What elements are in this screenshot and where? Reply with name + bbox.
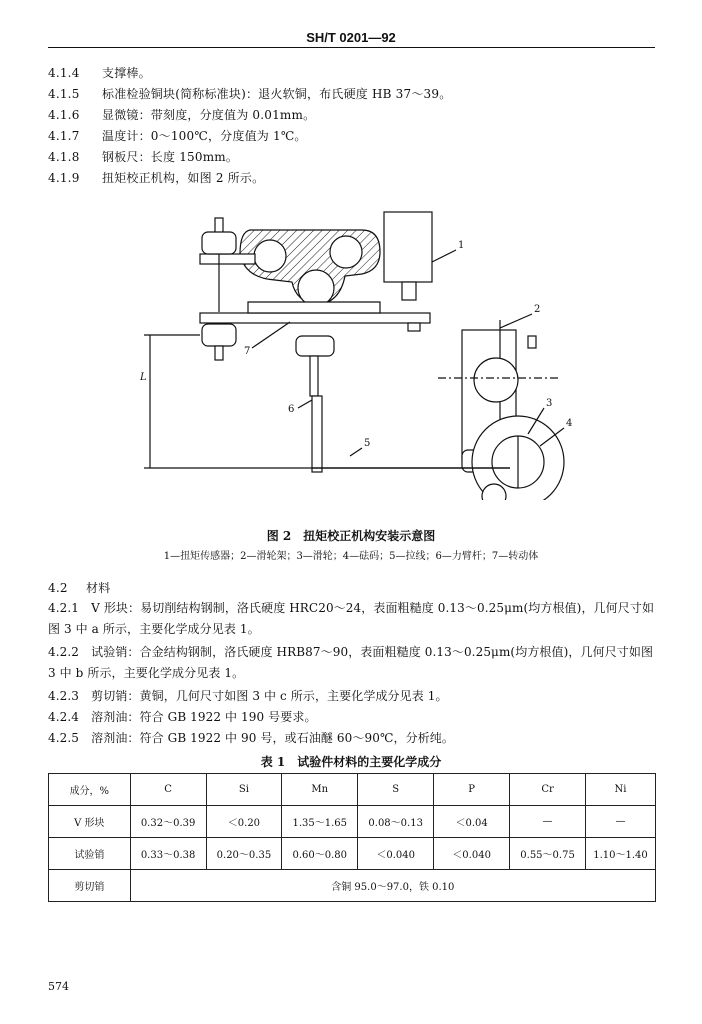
table-cell: 0.55～0.75 bbox=[510, 838, 586, 870]
para-4-2-3: 4.2.3 剪切销：黄铜，几何尺寸如图 3 中 c 所示，主要化学成分见表 1。 bbox=[48, 689, 448, 703]
table-header-row bbox=[49, 774, 656, 806]
table-cell: 0.33～0.38 bbox=[130, 838, 206, 870]
item-4-1-8 bbox=[48, 148, 238, 165]
item-4-1-4 bbox=[48, 64, 151, 81]
table-cell: 0.32～0.39 bbox=[130, 806, 206, 838]
table-row bbox=[49, 870, 656, 902]
section-title: 材料 bbox=[86, 581, 111, 595]
item-4-1-9 bbox=[48, 169, 264, 186]
table-row bbox=[49, 838, 656, 870]
section-4-2-heading bbox=[48, 579, 110, 596]
table-cell: 含铜 95.0～97.0，铁 0.10 bbox=[130, 870, 655, 902]
item-number: 4.1.7 bbox=[48, 129, 80, 143]
item-text: 温度计：0～100℃，分度值为 1℃。 bbox=[102, 129, 307, 143]
label-7: 7 bbox=[244, 346, 251, 357]
item-text: 标准检验铜块(简称标准块)：退火软铜，布氏硬度 HB 37～39。 bbox=[102, 87, 452, 101]
para-4-2-2: 4.2.2 试验销：合金结构钢制，洛氏硬度 HRB87～90，表面粗糙度 0.13～0.25μm(均方根值)，几何尺寸如图 3 中 b 所示，主要化学成分见表 1。 bbox=[48, 645, 654, 680]
label-4: 4 bbox=[566, 418, 573, 429]
para-4-2-1: 4.2.1 V 形块：易切削结构钢制，洛氏硬度 HRC20～24，表面粗糙度 0.13～0.25μm(均方根值)，几何尺寸如图 3 中 a 所示，主要化学成分见表 1。 bbox=[48, 601, 655, 636]
label-6: 6 bbox=[288, 404, 295, 415]
item-4-1-6 bbox=[48, 106, 315, 123]
para-4-2-4: 4.2.4 溶剂油：符合 GB 1922 中 190 号要求。 bbox=[48, 710, 317, 724]
table-cell: 0.20～0.35 bbox=[206, 838, 282, 870]
row-label: 剪切销 bbox=[49, 870, 131, 902]
table-cell: 1.10～1.40 bbox=[585, 838, 655, 870]
page-header: SH/T 0201—92 bbox=[306, 30, 396, 45]
item-4-1-7 bbox=[48, 127, 307, 144]
table-cell: 0.60～0.80 bbox=[282, 838, 358, 870]
header-cell: Si bbox=[206, 774, 282, 806]
item-text: 支撑棒。 bbox=[102, 66, 151, 80]
item-number: 4.1.6 bbox=[48, 108, 80, 122]
item-number: 4.1.4 bbox=[48, 66, 80, 80]
section-number: 4.2 bbox=[48, 581, 68, 595]
item-number: 4.1.5 bbox=[48, 87, 80, 101]
table-cell: 1.35～1.65 bbox=[282, 806, 358, 838]
para-4-2-5: 4.2.5 溶剂油：符合 GB 1922 中 90 号，或石油醚 60～90℃，分析纯。 bbox=[48, 731, 454, 745]
table-row bbox=[49, 806, 656, 838]
table-cell: — bbox=[585, 806, 655, 838]
table-title: 表 1 试验件材料的主要化学成分 bbox=[260, 755, 442, 769]
label-3: 3 bbox=[546, 398, 553, 409]
label-5: 5 bbox=[364, 438, 371, 449]
header-cell: Mn bbox=[282, 774, 358, 806]
header-cell: Cr bbox=[510, 774, 586, 806]
header-rule bbox=[48, 47, 655, 48]
figure-caption: 图 2 扭矩校正机构安装示意图 bbox=[266, 529, 436, 543]
header-cell: S bbox=[358, 774, 434, 806]
table-cell: ＜0.20 bbox=[206, 806, 282, 838]
header-cell: 成分，% bbox=[49, 774, 131, 806]
page-number: 574 bbox=[48, 980, 69, 993]
table-cell: ＜0.04 bbox=[434, 806, 510, 838]
dimension-label: L bbox=[140, 372, 147, 383]
header-cell: Ni bbox=[585, 774, 655, 806]
item-text: 显微镜：带刻度，分度值为 0.01mm。 bbox=[102, 108, 316, 122]
table-cell: 0.08～0.13 bbox=[358, 806, 434, 838]
table-cell: — bbox=[510, 806, 586, 838]
row-label: V 形块 bbox=[49, 806, 131, 838]
chemical-composition-table bbox=[48, 773, 656, 902]
item-number: 4.1.9 bbox=[48, 171, 80, 185]
lever-arm bbox=[310, 356, 318, 396]
figure-legend: 1—扭矩传感器；2—滑轮架；3—滑轮；4—砝码；5—拉线；6—力臂杆；7—转动体 bbox=[163, 551, 539, 562]
table-cell: ＜0.040 bbox=[358, 838, 434, 870]
header-cell: P bbox=[434, 774, 510, 806]
torque-sensor bbox=[384, 212, 432, 282]
item-number: 4.1.8 bbox=[48, 150, 80, 164]
item-text: 钢板尺：长度 150mm。 bbox=[102, 150, 239, 164]
item-4-1-5 bbox=[48, 85, 451, 102]
label-1: 1 bbox=[458, 240, 465, 251]
header-cell: C bbox=[130, 774, 206, 806]
label-2: 2 bbox=[534, 304, 541, 315]
torque-calibration-diagram bbox=[140, 200, 580, 500]
row-label: 试验销 bbox=[49, 838, 131, 870]
base-plate bbox=[200, 313, 430, 323]
table-cell: ＜0.040 bbox=[434, 838, 510, 870]
item-text: 扭矩校正机构，如图 2 所示。 bbox=[102, 171, 265, 185]
